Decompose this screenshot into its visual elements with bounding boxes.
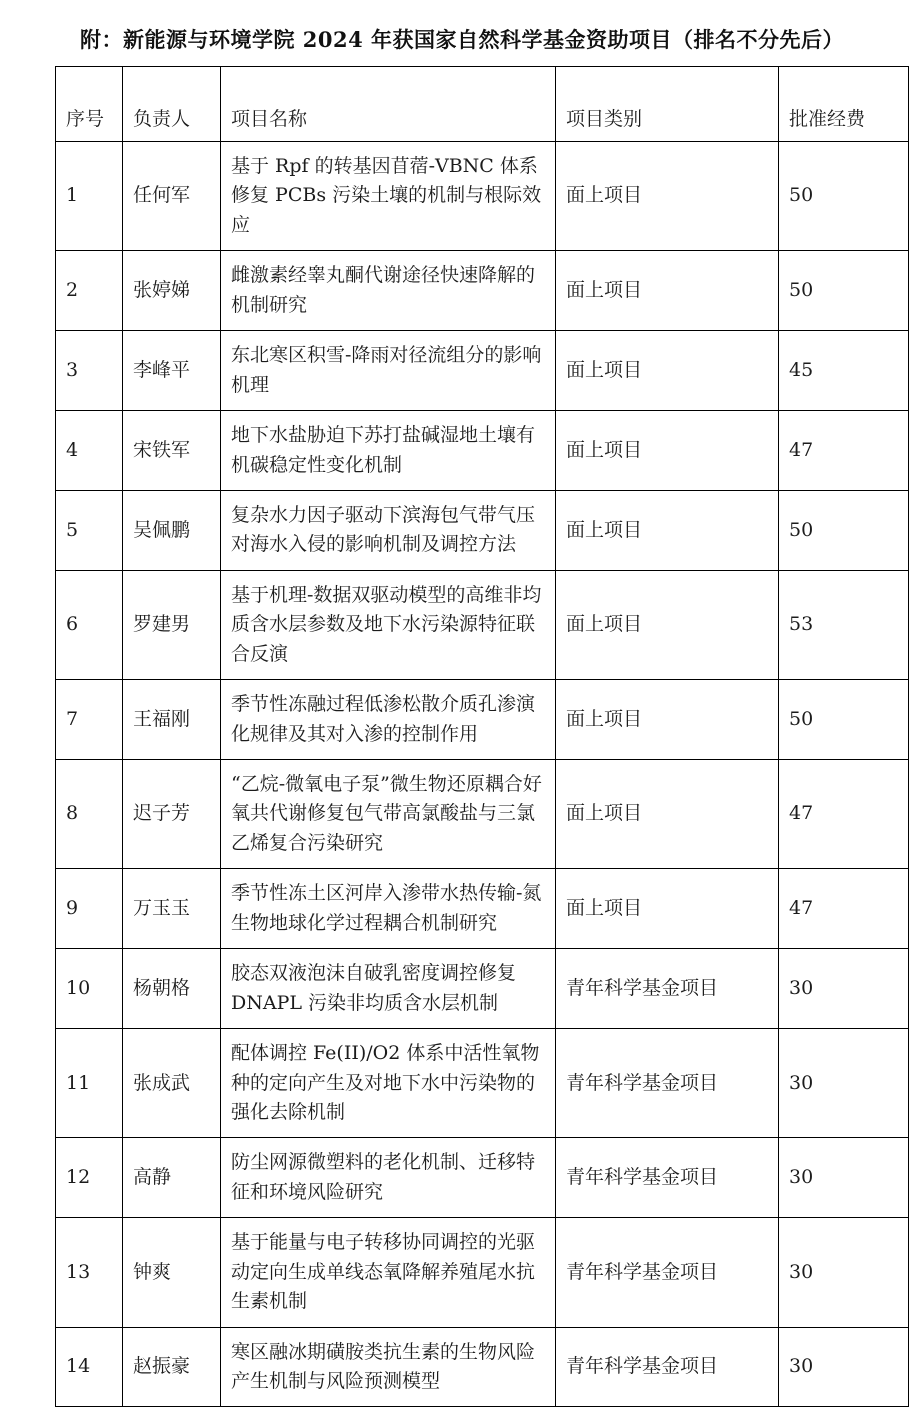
cell-seq: 10 — [56, 949, 123, 1029]
cell-funding: 30 — [779, 949, 909, 1029]
projects-table — [55, 66, 909, 1407]
cell-funding: 30 — [779, 1218, 909, 1327]
cell-seq: 6 — [56, 570, 123, 679]
header-seq: 序号 — [56, 67, 123, 142]
cell-funding: 30 — [779, 1138, 909, 1218]
cell-category: 青年科学基金项目 — [556, 1218, 779, 1327]
cell-category: 青年科学基金项目 — [556, 949, 779, 1029]
cell-leader: 钟爽 — [123, 1218, 221, 1327]
table-row — [56, 142, 909, 251]
cell-project: “乙烷-微氧电子泵”微生物还原耦合好氧共代谢修复包气带高氯酸盐与三氯乙烯复合污染研究 — [221, 760, 556, 869]
cell-project: 胶态双液泡沫自破乳密度调控修复 DNAPL 污染非均质含水层机制 — [221, 949, 556, 1029]
header-row — [56, 67, 909, 142]
table-row — [56, 570, 909, 679]
cell-leader: 吴佩鹏 — [123, 490, 221, 570]
cell-funding: 45 — [779, 331, 909, 411]
cell-project: 季节性冻融过程低渗松散介质孔渗演化规律及其对入渗的控制作用 — [221, 680, 556, 760]
cell-project: 季节性冻土区河岸入渗带水热传输-氮生物地球化学过程耦合机制研究 — [221, 869, 556, 949]
cell-project: 基于 Rpf 的转基因苜蓿-VBNC 体系修复 PCBs 污染土壤的机制与根际效应 — [221, 142, 556, 251]
table-header — [56, 67, 909, 142]
table-row — [56, 1029, 909, 1138]
cell-funding: 50 — [779, 251, 909, 331]
cell-seq: 14 — [56, 1327, 123, 1407]
cell-seq: 1 — [56, 142, 123, 251]
cell-funding: 47 — [779, 760, 909, 869]
cell-leader: 罗建男 — [123, 570, 221, 679]
cell-project: 基于机理-数据双驱动模型的高维非均质含水层参数及地下水污染源特征联合反演 — [221, 570, 556, 679]
cell-project: 东北寒区积雪-降雨对径流组分的影响机理 — [221, 331, 556, 411]
cell-category: 面上项目 — [556, 142, 779, 251]
cell-seq: 9 — [56, 869, 123, 949]
cell-category: 面上项目 — [556, 760, 779, 869]
header-leader: 负责人 — [123, 67, 221, 142]
header-category: 项目类别 — [556, 67, 779, 142]
cell-seq: 13 — [56, 1218, 123, 1327]
cell-funding: 47 — [779, 869, 909, 949]
cell-category: 面上项目 — [556, 869, 779, 949]
cell-seq: 5 — [56, 490, 123, 570]
cell-seq: 2 — [56, 251, 123, 331]
cell-project: 防尘网源微塑料的老化机制、迁移特征和环境风险研究 — [221, 1138, 556, 1218]
table-row — [56, 760, 909, 869]
cell-category: 青年科学基金项目 — [556, 1138, 779, 1218]
cell-seq: 4 — [56, 411, 123, 491]
cell-funding: 50 — [779, 680, 909, 760]
cell-category: 青年科学基金项目 — [556, 1327, 779, 1407]
table-row — [56, 1327, 909, 1407]
cell-leader: 李峰平 — [123, 331, 221, 411]
cell-category: 面上项目 — [556, 490, 779, 570]
table-row — [56, 331, 909, 411]
table-row — [56, 251, 909, 331]
cell-category: 青年科学基金项目 — [556, 1029, 779, 1138]
header-funding: 批准经费 — [779, 67, 909, 142]
table-row — [56, 411, 909, 491]
cell-leader: 迟子芳 — [123, 760, 221, 869]
table-row — [56, 490, 909, 570]
cell-funding: 47 — [779, 411, 909, 491]
cell-seq: 7 — [56, 680, 123, 760]
cell-leader: 宋铁军 — [123, 411, 221, 491]
cell-project: 地下水盐胁迫下苏打盐碱湿地土壤有机碳稳定性变化机制 — [221, 411, 556, 491]
cell-project: 配体调控 Fe(II)/O2 体系中活性氧物种的定向产生及对地下水中污染物的强化去除机制 — [221, 1029, 556, 1138]
cell-category: 面上项目 — [556, 251, 779, 331]
table-row — [56, 949, 909, 1029]
cell-leader: 万玉玉 — [123, 869, 221, 949]
cell-leader: 张婷娣 — [123, 251, 221, 331]
header-project: 项目名称 — [221, 67, 556, 142]
cell-funding: 50 — [779, 490, 909, 570]
cell-leader: 王福刚 — [123, 680, 221, 760]
cell-funding: 30 — [779, 1029, 909, 1138]
table-row — [56, 1138, 909, 1218]
cell-category: 面上项目 — [556, 411, 779, 491]
cell-funding: 53 — [779, 570, 909, 679]
table-row — [56, 1218, 909, 1327]
page-title: 附：新能源与环境学院 2024 年获国家自然科学基金资助项目（排名不分先后） — [79, 27, 845, 52]
cell-project: 基于能量与电子转移协同调控的光驱动定向生成单线态氧降解养殖尾水抗生素机制 — [221, 1218, 556, 1327]
cell-category: 面上项目 — [556, 331, 779, 411]
cell-project: 寒区融冰期磺胺类抗生素的生物风险产生机制与风险预测模型 — [221, 1327, 556, 1407]
cell-seq: 8 — [56, 760, 123, 869]
cell-seq: 3 — [56, 331, 123, 411]
cell-seq: 11 — [56, 1029, 123, 1138]
table-body — [56, 142, 909, 1407]
cell-project: 雌激素经睾丸酮代谢途径快速降解的机制研究 — [221, 251, 556, 331]
cell-funding: 30 — [779, 1327, 909, 1407]
cell-leader: 任何军 — [123, 142, 221, 251]
cell-leader: 高静 — [123, 1138, 221, 1218]
table-row — [56, 869, 909, 949]
cell-category: 面上项目 — [556, 680, 779, 760]
cell-category: 面上项目 — [556, 570, 779, 679]
cell-project: 复杂水力因子驱动下滨海包气带气压对海水入侵的影响机制及调控方法 — [221, 490, 556, 570]
table-row — [56, 680, 909, 760]
cell-funding: 50 — [779, 142, 909, 251]
cell-leader: 杨朝格 — [123, 949, 221, 1029]
cell-leader: 赵振豪 — [123, 1327, 221, 1407]
cell-seq: 12 — [56, 1138, 123, 1218]
cell-leader: 张成武 — [123, 1029, 221, 1138]
